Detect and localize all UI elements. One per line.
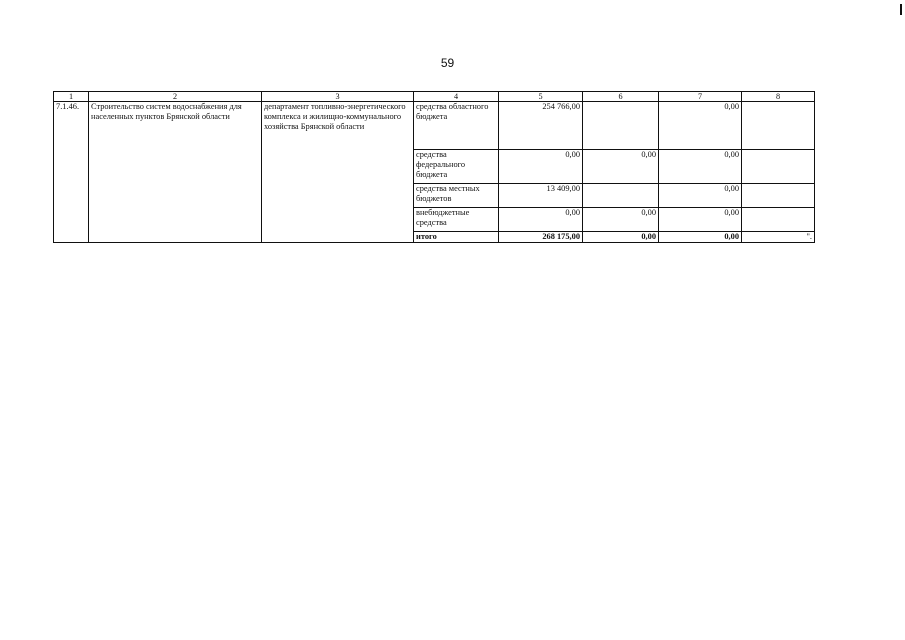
item-name: Строительство систем водоснабжения для населенных пунктов Брянской области	[89, 102, 262, 243]
source-col5: 0,00	[499, 150, 583, 184]
source-col6	[583, 184, 659, 208]
column-number: 6	[583, 92, 659, 102]
column-number: 7	[659, 92, 742, 102]
column-number: 2	[89, 92, 262, 102]
source-col7: 0,00	[659, 102, 742, 150]
source-label: средства местных бюджетов	[414, 184, 499, 208]
total-label: итого	[414, 232, 499, 243]
source-col7: 0,00	[659, 184, 742, 208]
source-col6: 0,00	[583, 208, 659, 232]
source-label: средства федерального бюджета	[414, 150, 499, 184]
total-col6: 0,00	[583, 232, 659, 243]
column-number: 3	[262, 92, 414, 102]
source-col5: 13 409,00	[499, 184, 583, 208]
closing-quote-mark: ".	[742, 232, 815, 243]
source-col7: 0,00	[659, 208, 742, 232]
source-col5: 0,00	[499, 208, 583, 232]
source-col6: 0,00	[583, 150, 659, 184]
source-label: внебюджетные средства	[414, 208, 499, 232]
column-number: 1	[54, 92, 89, 102]
item-executor: департамент топливно-энергетического комплекса и жилищно-коммунального хозяйства Брянской области	[262, 102, 414, 243]
source-col8	[742, 208, 815, 232]
column-number: 4	[414, 92, 499, 102]
source-col8	[742, 102, 815, 150]
total-col5: 268 175,00	[499, 232, 583, 243]
source-col7: 0,00	[659, 150, 742, 184]
column-number: 8	[742, 92, 815, 102]
source-label: средства областного бюджета	[414, 102, 499, 150]
scan-edge-mark	[900, 4, 902, 15]
source-col8	[742, 184, 815, 208]
table-row	[54, 102, 815, 150]
budget-table	[53, 91, 815, 243]
column-number: 5	[499, 92, 583, 102]
source-col5: 254 766,00	[499, 102, 583, 150]
source-col8	[742, 150, 815, 184]
column-number-row	[54, 92, 815, 102]
item-code: 7.1.46.	[54, 102, 89, 243]
source-col6	[583, 102, 659, 150]
page-number: 59	[440, 56, 455, 70]
total-col7: 0,00	[659, 232, 742, 243]
